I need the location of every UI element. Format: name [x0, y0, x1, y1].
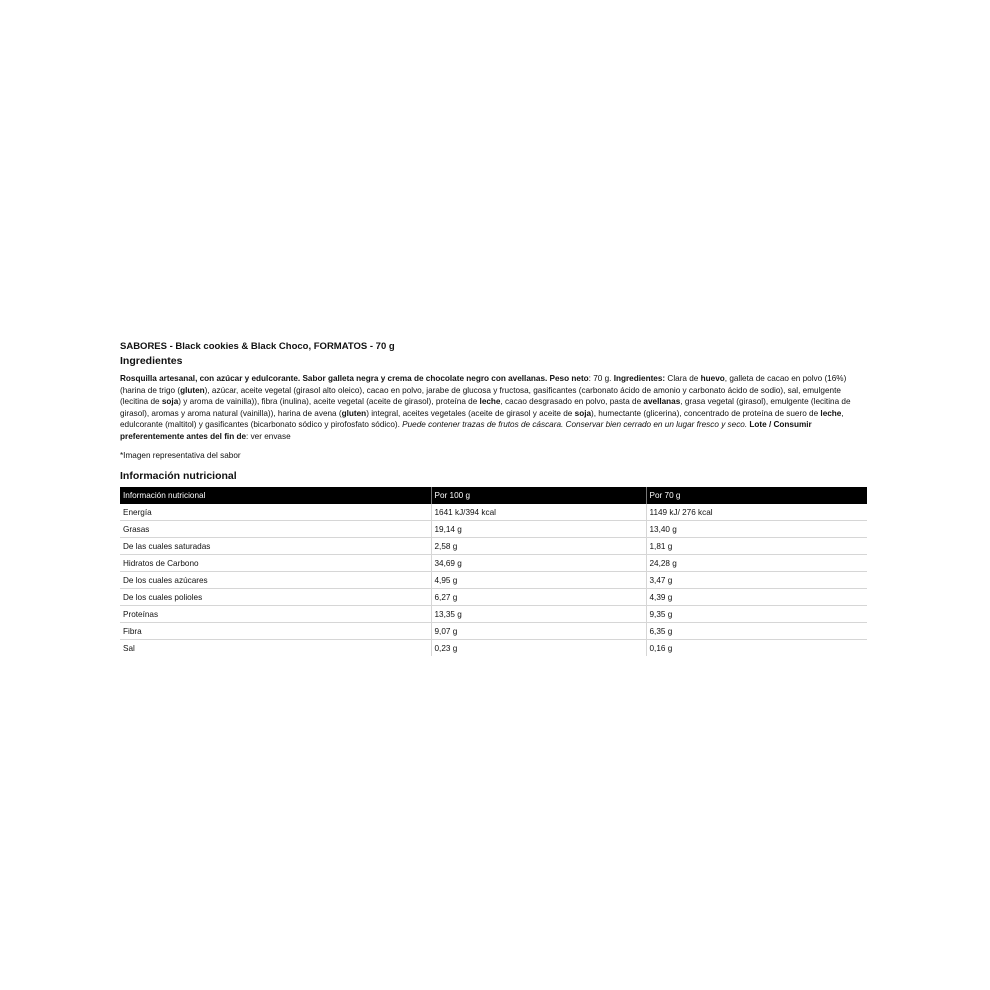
- nutrient-label: De las cuales saturadas: [120, 538, 431, 555]
- ingredients-segment: ) y aroma de vainilla)), fibra (inulina), aceite vegetal (aceite de girasol), proteína de: [178, 397, 480, 406]
- column-header-per-70g: Por 70 g: [646, 487, 867, 504]
- value-per-70g: 13,40 g: [646, 521, 867, 538]
- value-per-100g: 19,14 g: [431, 521, 646, 538]
- nutrition-body: [120, 504, 867, 656]
- ingredients-segment: : 70 g.: [588, 374, 614, 383]
- nutrition-row: [120, 555, 867, 572]
- ingredients-segment: gluten: [180, 385, 205, 395]
- ingredients-segment: Puede contener trazas de frutos de cáscara. Conservar bien cerrado en un lugar fresco y seco.: [402, 420, 748, 429]
- ingredients-segment: , galleta de cacao en polvo (16%) (harina de trigo (: [120, 374, 847, 395]
- value-per-100g: 0,23 g: [431, 640, 646, 657]
- ingredients-segment: avellanas: [643, 397, 681, 406]
- nutrient-label: Hidratos de Carbono: [120, 555, 431, 572]
- image-footnote: *Imagen representativa del sabor: [120, 451, 241, 460]
- ingredients-segment: Rosquilla artesanal, con azúcar y edulcorante. Sabor galleta negra y crema de chocolate negro con avellanas. Peso neto: [120, 374, 589, 383]
- value-per-100g: 4,95 g: [431, 572, 646, 589]
- nutrition-row: [120, 521, 867, 538]
- nutrition-header-row: [120, 487, 867, 504]
- value-per-70g: 0,16 g: [649, 643, 673, 653]
- value-per-70g: 6,35 g: [646, 623, 867, 640]
- ingredients-segment: Lote / Consumir preferentemente antes del fin de: [120, 420, 812, 441]
- ingredients-segment: gluten: [341, 408, 367, 418]
- ingredients-segment: : ver envase: [246, 431, 291, 441]
- value-per-100g: 34,69 g: [431, 555, 646, 572]
- nutrient-label: Sal: [120, 640, 431, 657]
- nutrition-row: [120, 504, 867, 521]
- ingredients-segment: ), azúcar, aceite vegetal (girasol alto oleico), cacao en polvo, jarabe de glucosa y fructosa, gasificantes (carbonato ácido de amonio y carbonato ácido de sodio), sal, emulgente (lecitina de: [120, 385, 841, 406]
- ingredients-segment: , edulcorante (maltitol) y gasificantes (bicarbonato sódico y pirofosfato sódico).: [120, 408, 844, 429]
- ingredients-heading: Ingredientes: [120, 355, 183, 367]
- nutrition-heading: Información nutricional: [120, 470, 237, 482]
- nutrition-row: [120, 589, 867, 606]
- value-per-70g: 1,81 g: [646, 538, 867, 555]
- nutrition-row: [120, 640, 867, 657]
- value-per-70g: 9,35 g: [646, 606, 867, 623]
- nutrient-label: Proteínas: [120, 606, 431, 623]
- product-title: SABORES - Black cookies & Black Choco, FORMATOS - 70 g: [120, 341, 395, 352]
- nutrition-row: [120, 623, 867, 640]
- ingredients-text: [120, 373, 868, 442]
- nutrition-row: [120, 572, 867, 589]
- value-per-100g: 6,27 g: [431, 589, 646, 606]
- value-per-70g: 4,39 g: [646, 589, 867, 606]
- ingredients-segment: Clara de: [665, 374, 701, 383]
- ingredients-segment: leche: [820, 408, 842, 418]
- ingredients-segment: , cacao desgrasado en polvo, pasta de: [500, 397, 644, 406]
- ingredients-segment: ) integral, aceites vegetales (aceite de girasol y aceite de: [366, 408, 575, 418]
- ingredients-segment: leche: [479, 397, 501, 406]
- product-label: [120, 341, 868, 656]
- nutrient-label: De los cuales azúcares: [120, 572, 431, 589]
- ingredients-segment: soja: [161, 397, 179, 406]
- nutrition-row: [120, 538, 867, 555]
- nutrient-label: Fibra: [120, 623, 431, 640]
- nutrient-label: Energía: [120, 504, 431, 521]
- nutrition-row: [120, 606, 867, 623]
- nutrient-label: De los cuales polioles: [120, 589, 431, 606]
- ingredients-segment: , grasa vegetal (girasol), emulgente (lecitina de girasol), aromas y aroma natural (vainilla)), harina de avena (: [120, 397, 851, 418]
- column-header-nutrient: Información nutricional: [120, 487, 431, 504]
- value-per-70g: 3,47 g: [646, 572, 867, 589]
- value-per-100g: 2,58 g: [431, 538, 646, 555]
- ingredients-segment: huevo: [700, 374, 725, 383]
- nutrient-label: Grasas: [120, 521, 431, 538]
- value-per-100g: 1641 kJ/394 kcal: [431, 504, 646, 521]
- ingredients-segment: Ingredientes:: [613, 374, 666, 383]
- value-per-100g: 13,35 g: [431, 606, 646, 623]
- nutrition-table: [120, 487, 867, 656]
- column-header-per-100g: Por 100 g: [431, 487, 646, 504]
- value-per-70g: 24,28 g: [646, 555, 867, 572]
- value-per-70g: 1149 kJ/ 276 kcal: [646, 504, 867, 521]
- value-per-100g: 9,07 g: [431, 623, 646, 640]
- ingredients-segment: soja: [574, 408, 592, 418]
- ingredients-segment: ), humectante (glicerina), concentrado de proteína de suero de: [591, 408, 821, 418]
